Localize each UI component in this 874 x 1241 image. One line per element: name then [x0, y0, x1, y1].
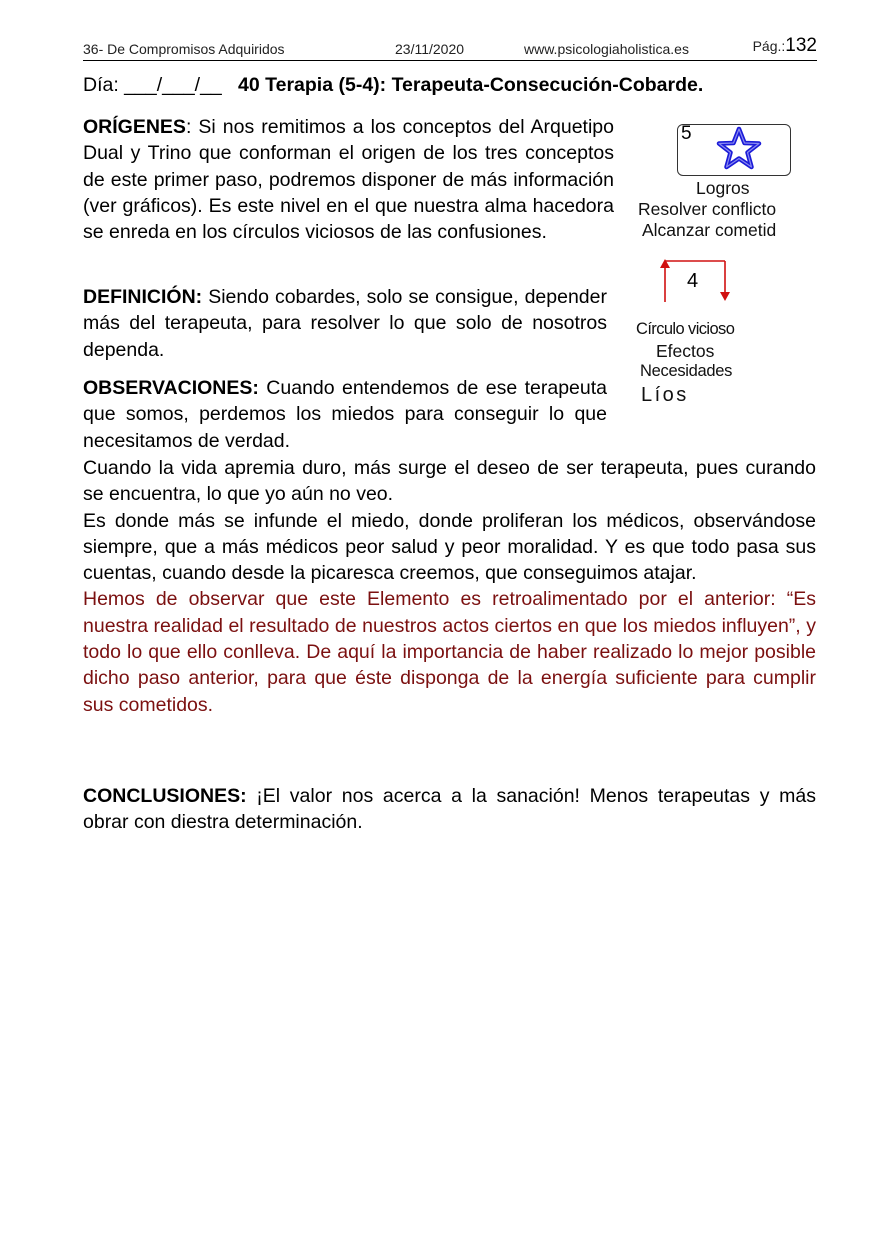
label-logros: Logros [696, 178, 750, 198]
label-circulo-vicioso: Círculo vicioso [636, 320, 735, 338]
header-page [753, 35, 817, 57]
lesson-heading: 40 Terapia (5-4): Terapeuta-Consecución-Cobarde. [238, 74, 704, 96]
label-necesidades: Necesidades [640, 362, 733, 380]
header-document-title: 36- De Compromisos Adquiridos [83, 41, 285, 57]
definicion-section [83, 284, 607, 363]
conclusiones-section [83, 783, 816, 836]
observaciones-section [83, 375, 607, 454]
label-resolver-conflicto: Resolver conflicto [638, 199, 777, 219]
level-4-number: 4 [687, 270, 699, 292]
origenes-section [83, 114, 614, 245]
star-icon [714, 126, 764, 170]
conclusiones-label: CONCLUSIONES: [83, 785, 247, 807]
observaciones-paragraph-3: Es donde más se infunde el miedo, donde proliferan los médicos, observándose siempre, que a más médicos peor salud y peor moralidad. Y es que todo pasa sus cuentas, cuando desde la picaresca creemos, que conseguimos atajar. [83, 509, 816, 585]
concept-diagram [632, 120, 832, 420]
conclusiones-text: ¡El valor nos acerca a la sanación! Menos terapeutas y más obrar con diestra determinación. [83, 785, 816, 834]
observaciones-paragraph-2: Cuando la vida apremia duro, más surge el deseo de ser terapeuta, pues curando se encuentra, lo que yo aún no veo. [83, 457, 816, 506]
page-title [83, 74, 823, 97]
definicion-text: Siendo cobardes, solo se consigue, depender más del terapeuta, para resolver lo que solo de nosotros dependa. [83, 286, 607, 361]
definicion-label: DEFINICIÓN: [83, 286, 203, 308]
label-alcanzar-cometid: Alcanzar cometid [642, 220, 777, 240]
header-date: 23/11/2020 [395, 41, 465, 57]
origenes-text: : Si nos remitimos a los conceptos del Arquetipo Dual y Trino que conforman el origen de los tres conceptos de este primer paso, podremos disponer de más información (ver gráficos). Es este nivel en el que nuestra alma hacedora se enreda en los círculos viciosos de las confusiones. [83, 116, 614, 244]
page-number: 132 [785, 35, 817, 56]
label-lios: Líos [641, 384, 689, 406]
observaciones-label: OBSERVACIONES: [83, 377, 259, 399]
observaciones-paragraph-red: Hemos de observar que este Elemento es retroalimentado por el anterior: “Es nuestra realidad el resultado de nuestros actos ciertos en que los miedos influyen”, y todo lo que ello conlleva. De aquí la importancia de haber realizado lo mejor posible dicho paso anterior, para que éste disponga de la energía suficiente para cumplir sus cometidos. [83, 588, 816, 716]
observaciones-body [83, 455, 816, 718]
origenes-label: ORÍGENES [83, 116, 186, 138]
label-efectos: Efectos [656, 341, 715, 361]
day-field: Día: ___/___/__ [83, 74, 222, 96]
page-header [83, 35, 817, 61]
cycle-arrows-icon [658, 258, 748, 308]
observaciones-text: Cuando entendemos de ese terapeuta que somos, perdemos los miedos para conseguir lo que necesitamos de verdad. [83, 377, 607, 452]
header-website: www.psicologiaholistica.es [524, 41, 689, 57]
level-5-number: 5 [681, 123, 692, 144]
level-5-box [677, 124, 791, 176]
page-label: Pág.: [752, 38, 786, 54]
